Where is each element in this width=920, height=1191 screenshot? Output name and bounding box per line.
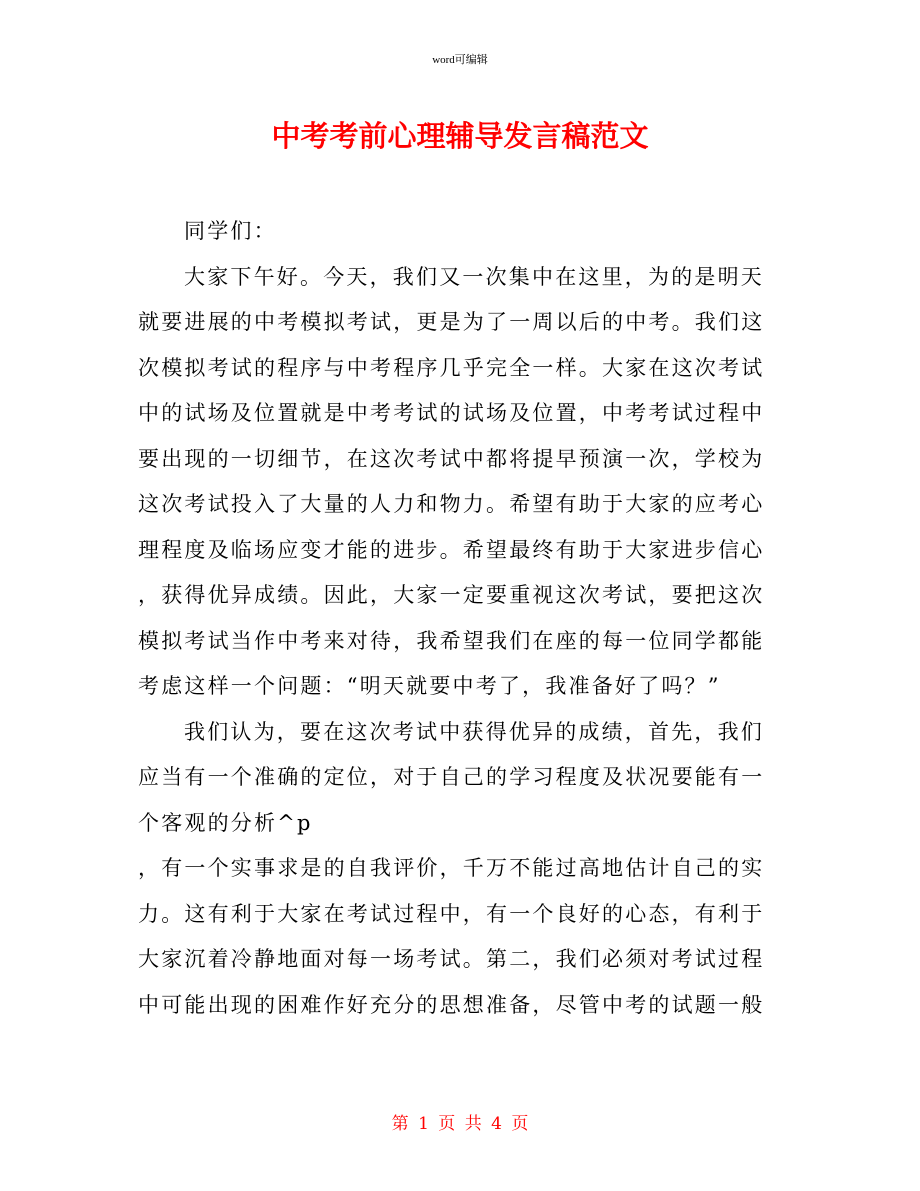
page-header: word可编辑 [432,54,488,66]
paragraph-3-line: 力。这有利于大家在考试过程中，有一个良好的心态，有利于 [138,901,765,926]
paragraph-3-line: ，有一个实事求是的自我评价，千万不能过高地估计自己的实 [138,856,765,880]
paragraph-1-line: 考虑这样一个问题：“明天就要中考了，我准备好了吗？” [138,674,721,698]
paragraph-2 [138,710,785,847]
document-body [138,209,785,1028]
paragraph-1-line: 理程度及临场应变才能的进步。希望最终有助于大家进步信心 [138,537,765,562]
paragraph-3-line: 中可能出现的困难作好充分的思想准备，尽管中考的试题一般 [138,992,765,1017]
paragraph-2-line: 个客观的分析^p [138,810,313,835]
paragraph-1-line: 就要进展的中考模拟考试，更是为了一周以后的中考。我们这 [138,310,765,334]
salutation: 同学们： [184,219,277,243]
paragraph-1-line: 模拟考试当作中考来对待，我希望我们在座的每一位同学都能 [138,628,765,653]
paragraph-1 [138,255,785,710]
paragraph-1-line: 这次考试投入了大量的人力和物力。希望有助于大家的应考心 [138,492,765,516]
document-title: 中考考前心理辅导发言稿范文 [271,119,649,153]
paragraph-1-line: 要出现的一切细节，在这次考试中都将提早预演一次，学校为 [138,446,765,471]
paragraph-1-line: ，获得优异成绩。因此，大家一定要重视这次考试，要把这次 [138,583,765,607]
paragraph-1-line: 大家下午好。今天，我们又一次集中在这里，为的是明天 [184,264,764,289]
paragraph-2-line: 应当有一个准确的定位，对于自己的学习程度及状况要能有一 [138,765,765,789]
paragraph-3 [138,846,785,1028]
paragraph-3-line: 大家沉着冷静地面对每一场考试。第二，我们必须对考试过程 [138,947,765,971]
paragraph-1-line: 中的试场及位置就是中考考试的试场及位置，中考考试过程中 [138,401,765,425]
paragraph-2-line: 我们认为，要在这次考试中获得优异的成绩，首先，我们 [184,719,764,744]
page-number-footer: 第 1 页 共 4 页 [391,1114,529,1134]
paragraph-1-line: 次模拟考试的程序与中考程序几乎完全一样。大家在这次考试 [138,355,765,380]
